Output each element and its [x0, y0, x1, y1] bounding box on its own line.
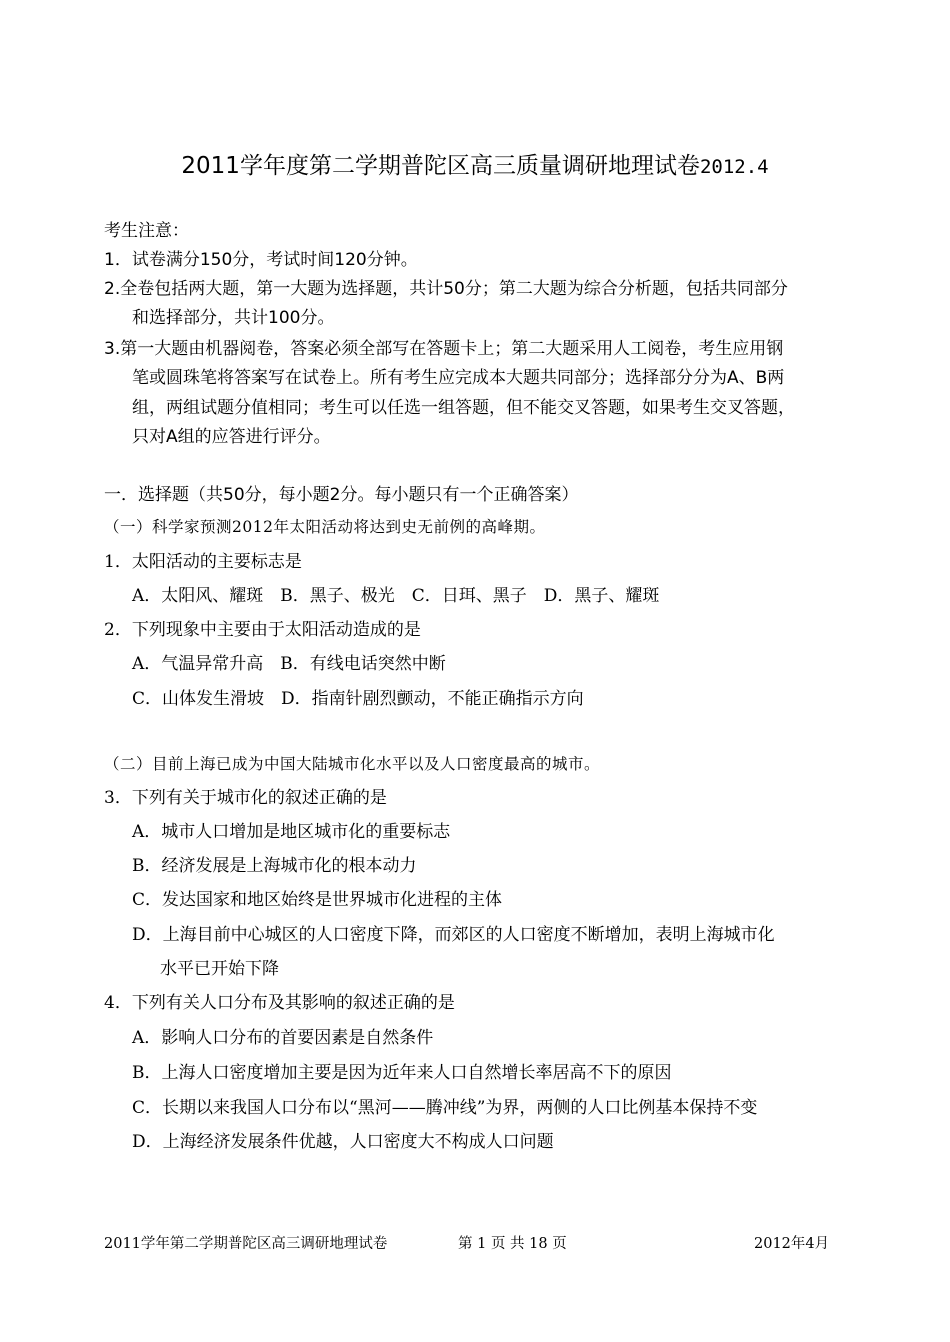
notice-heading: 考生注意： [104, 221, 189, 241]
notice-item-3-line-1: 3.第一大题由机器阅卷，答案必须全部写在答题卡上；第二大题采用人工阅卷，考生应用钢 [104, 339, 784, 359]
question-3-option-b: B．经济发展是上海城市化的根本动力 [132, 856, 417, 876]
notice-item-2-line-2: 和选择部分，共计100分。 [132, 308, 335, 328]
question-3-stem: 3．下列有关于城市化的叙述正确的是 [104, 788, 387, 808]
page-title [0, 150, 950, 183]
footer-left: 2011学年第二学期普陀区高三调研地理试卷 [104, 1236, 388, 1252]
footer-date: 2012年4月 [754, 1236, 830, 1252]
notice-item-3-line-3: 组，两组试题分值相同；考生可以任选一组答题，但不能交叉答题，如果考生交叉答题， [132, 398, 795, 418]
question-2-options-line-2: C．山体发生滑坡 D．指南针剧烈颤动，不能正确指示方向 [132, 689, 584, 709]
question-4-option-a: A．影响人口分布的首要因素是自然条件 [132, 1028, 434, 1048]
notice-item-1: 1．试卷满分150分，考试时间120分钟。 [104, 250, 418, 270]
question-3-option-c: C．发达国家和地区始终是世界城市化进程的主体 [132, 890, 503, 910]
question-3-option-d-line-1: D．上海目前中心城区的人口密度下降，而郊区的人口密度不断增加，表明上海城市化 [132, 925, 775, 945]
footer-page-number: 第 1 页 共 18 页 [458, 1236, 567, 1252]
notice-item-3-line-2: 笔或圆珠笔将答案写在试卷上。所有考生应完成本大题共同部分；选择部分分为A、B两 [132, 368, 785, 388]
group-1-intro: （一）科学家预测2012年太阳活动将达到史无前例的高峰期。 [104, 518, 546, 536]
title-date: 2012.4 [699, 156, 769, 178]
question-4-option-b: B．上海人口密度增加主要是因为近年来人口自然增长率居高不下的原因 [132, 1063, 672, 1083]
question-3-option-d-line-2: 水平已开始下降 [160, 959, 279, 979]
notice-item-2-line-1: 2.全卷包括两大题，第一大题为选择题，共计50分；第二大题为综合分析题，包括共同部分 [104, 279, 788, 299]
question-2-stem: 2．下列现象中主要由于太阳活动造成的是 [104, 620, 421, 640]
question-4-option-c: C．长期以来我国人口分布以“黑河——腾冲线”为界，两侧的人口比例基本保持不变 [132, 1098, 758, 1118]
question-4-stem: 4．下列有关人口分布及其影响的叙述正确的是 [104, 993, 455, 1013]
notice-item-3-line-4: 只对A组的应答进行评分。 [132, 427, 331, 447]
question-3-option-a: A．城市人口增加是地区城市化的重要标志 [132, 822, 451, 842]
section-1-heading: 一．选择题（共50分，每小题2分。每小题只有一个正确答案） [104, 485, 579, 505]
question-1-options: A．太阳风、耀斑 B．黑子、极光 C．日珥、黑子 D．黑子、耀斑 [132, 586, 660, 606]
title-main: 2011学年度第二学期普陀区高三质量调研地理试卷 [181, 153, 700, 179]
question-1-stem: 1．太阳活动的主要标志是 [104, 552, 302, 572]
question-2-options-line-1: A．气温异常升高 B．有线电话突然中断 [132, 654, 446, 674]
question-4-option-d: D．上海经济发展条件优越，人口密度大不构成人口问题 [132, 1132, 554, 1152]
group-2-intro: （二）目前上海已成为中国大陆城市化水平以及人口密度最高的城市。 [104, 755, 601, 773]
